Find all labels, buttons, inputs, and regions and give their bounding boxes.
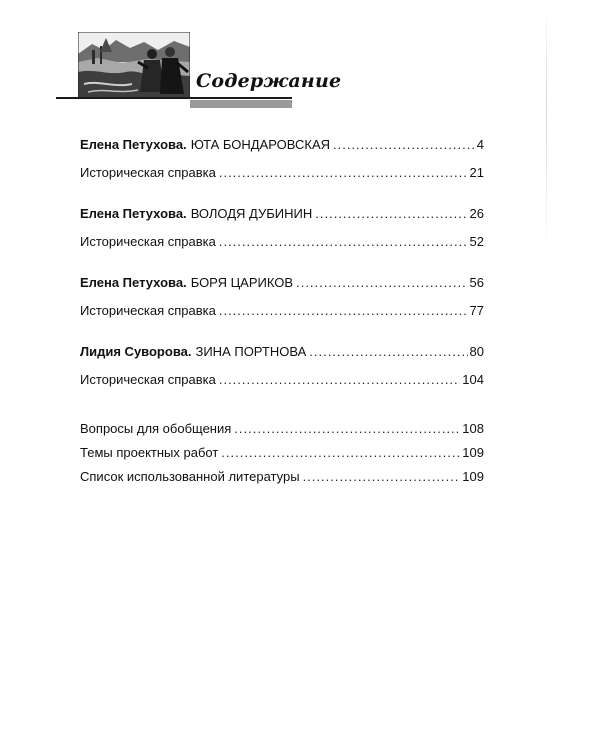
toc-title: Список использованной литературы	[80, 469, 300, 484]
toc-entry	[80, 444, 484, 462]
toc-entry	[80, 371, 484, 389]
dot-leader	[309, 343, 467, 361]
toc-title: Историческая справка	[80, 234, 216, 249]
wartime-scene-illustration-icon	[78, 32, 190, 98]
header-rule	[56, 97, 292, 99]
toc-page-number: 56	[469, 275, 484, 290]
toc-page-number: 77	[469, 303, 484, 318]
toc-title: Темы проектных работ	[80, 445, 219, 460]
toc-author: Лидия Суворова.	[80, 344, 192, 359]
page-title: Содержание	[196, 70, 342, 92]
toc-entry	[80, 233, 484, 251]
page-edge-mark	[546, 0, 547, 260]
toc-author: Елена Петухова.	[80, 206, 187, 221]
toc-title: Вопросы для обобщения	[80, 421, 232, 436]
toc-title: ВОЛОДЯ ДУБИНИН	[190, 206, 313, 221]
dot-leader	[219, 302, 468, 320]
toc-author: Елена Петухова.	[80, 137, 187, 152]
dot-leader	[315, 205, 467, 223]
toc-title: Историческая справка	[80, 372, 216, 387]
toc-page-number: 52	[469, 234, 484, 249]
toc-entry	[80, 205, 484, 223]
toc-page-number: 109	[462, 469, 484, 484]
dot-leader	[234, 420, 460, 438]
table-of-contents	[80, 136, 484, 486]
dot-leader	[219, 233, 468, 251]
dot-leader	[221, 444, 460, 462]
toc-title: Историческая справка	[80, 303, 216, 318]
toc-page-number: 21	[469, 165, 484, 180]
toc-entry	[80, 468, 484, 486]
dot-leader	[333, 136, 475, 154]
toc-entry	[80, 302, 484, 320]
toc-title: ЗИНА ПОРТНОВА	[195, 344, 307, 359]
toc-page-number: 104	[462, 372, 484, 387]
toc-author: Елена Петухова.	[80, 275, 187, 290]
dot-leader	[219, 164, 468, 182]
toc-title: ЮТА БОНДАРОВСКАЯ	[190, 137, 330, 152]
dot-leader	[219, 371, 460, 389]
dot-leader	[303, 468, 461, 486]
toc-entry	[80, 343, 484, 361]
header-shadow-bar	[190, 100, 292, 108]
toc-title: Историческая справка	[80, 165, 216, 180]
toc-page-number: 4	[476, 137, 484, 152]
toc-title: БОРЯ ЦАРИКОВ	[190, 275, 294, 290]
toc-entry	[80, 420, 484, 438]
toc-entry	[80, 274, 484, 292]
toc-entry	[80, 136, 484, 154]
toc-page-number: 80	[469, 344, 484, 359]
toc-entry	[80, 164, 484, 182]
toc-page-number: 26	[469, 206, 484, 221]
toc-page-number: 109	[462, 445, 484, 460]
toc-page-number: 108	[462, 421, 484, 436]
dot-leader	[296, 274, 467, 292]
